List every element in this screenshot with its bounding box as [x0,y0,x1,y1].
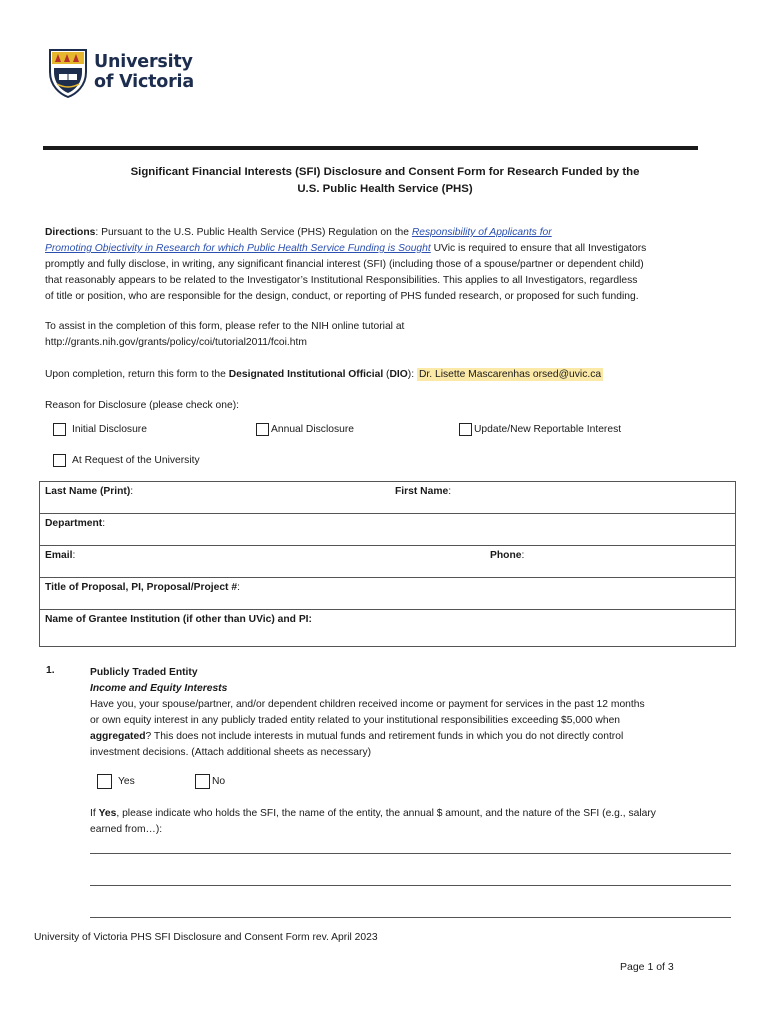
reason-option-annual[interactable] [256,423,354,436]
if-prefix: If [90,808,99,819]
reason-option-initial[interactable] [53,423,147,436]
regulation-link-part-1[interactable]: Responsibility of Applicants for [411,227,552,238]
question-1-yes-label: Yes [118,776,135,787]
first-name-field[interactable] [390,482,736,514]
answer-line-2[interactable] [90,885,731,886]
tutorial-url: http://grants.nih.gov/grants/policy/coi/tutorial2011/fcoi.htm [45,337,307,348]
regulation-link-part-2[interactable]: Promoting Objectivity in Research for which Public Health Service Funding is Sought [45,243,431,254]
update-interest-checkbox[interactable] [459,423,472,436]
grantee-label: Name of Grantee Institution (if other than UVic) and PI: [45,614,312,625]
if-yes-bold: Yes [98,808,117,819]
directions-text: : Pursuant to the U.S. Public Health Service (PHS) Regulation on the [95,227,412,238]
directions-paragraph [45,225,735,305]
question-1-line-3: ? This does not include interests in mutual funds and retirement funds in which you do not directly control [145,731,624,742]
first-name-colon: : [448,486,452,497]
directions-line-3: promptly and fully disclose, in writing, any significant financial interest (SFI) (including those of a spouse/partner or dependent child) [45,259,644,270]
question-1-no-label: No [212,776,226,787]
question-1-line-2: or own equity interest in any publicly traded entity related to your institutional responsibilities exceeding $5,000 when [90,715,621,726]
reason-option-update[interactable] [459,423,621,436]
university-logo [48,48,198,100]
crest-icon [48,48,88,98]
question-1-if-yes [90,806,735,838]
return-instructions [45,367,735,383]
phone-label: Phone [490,550,522,561]
question-1-line-1: Have you, your spouse/partner, and/or dependent children received income or payment for services in the past 12 months [90,699,645,710]
dio-contact: Dr. Lisette Mascarenhas orsed@uvic.ca [418,369,602,380]
update-interest-label: Update/New Reportable Interest [474,424,622,435]
question-1-yes-option[interactable] [97,774,135,789]
grantee-institution-field[interactable] [40,610,736,647]
aggregated-term: aggregated [90,731,146,742]
reason-option-request[interactable] [53,454,200,467]
annual-disclosure-label: Annual Disclosure [271,424,354,435]
question-1-number: 1. [46,665,55,676]
initial-disclosure-label: Initial Disclosure [72,424,147,435]
department-field[interactable] [40,514,736,546]
if-yes-line-1: , please indicate who holds the SFI, the name of the entity, the annual $ amount, and the nature of the SFI (e.g., salary [116,808,656,819]
question-1-subheading: Income and Equity Interests [90,683,228,694]
question-1-no-option[interactable] [195,774,225,789]
dio-paren-close: ): [407,369,417,380]
proposal-title-field[interactable] [40,578,736,610]
last-name-field[interactable] [40,482,391,514]
page-number: Page 1 of 3 [620,961,674,973]
email-label: Email [45,550,73,561]
department-colon: : [102,518,106,529]
form-title [60,164,710,198]
department-label: Department [45,518,103,529]
annual-disclosure-checkbox[interactable] [256,423,269,436]
question-1-text [90,665,735,761]
proposal-title-colon: : [237,582,240,593]
reason-label: Reason for Disclosure (please check one): [45,400,240,411]
dio-paren-open: ( [383,369,390,380]
proposal-title-label: Title of Proposal, PI, Proposal/Project # [45,582,238,593]
dio-label: Designated Institutional Official [228,369,384,380]
directions-label: Directions [45,227,96,238]
logo-line-1: University [94,52,193,72]
header-divider [43,146,698,150]
answer-line-1[interactable] [90,853,731,854]
phone-colon: : [521,550,525,561]
answer-line-3[interactable] [90,917,731,918]
title-line-1: Significant Financial Interests (SFI) Disclosure and Consent Form for Research Funded by the [130,166,640,178]
question-1-line-4: investment decisions. (Attach additional sheets as necessary) [90,747,372,758]
initial-disclosure-checkbox[interactable] [53,423,66,436]
title-line-2: U.S. Public Health Service (PHS) [297,183,473,195]
dio-abbr: DIO [389,369,408,380]
last-name-colon: : [130,486,134,497]
if-yes-line-2: earned from…): [90,824,163,835]
question-1-no-checkbox[interactable] [195,774,210,789]
last-name-label: Last Name (Print) [45,486,131,497]
question-1-heading: Publicly Traded Entity [90,667,198,678]
directions-line-4: that reasonably appears to be related to the Investigator’s Institutional Responsibilities. This applies to all Investigators, regardless [45,275,638,286]
phone-field[interactable] [390,546,736,578]
request-university-checkbox[interactable] [53,454,66,467]
tutorial-line-1: To assist in the completion of this form, please refer to the NIH online tutorial at [45,321,405,332]
email-colon: : [72,550,76,561]
tutorial-paragraph [45,319,735,351]
directions-line-5: of title or position, who are responsible for the design, conduct, or reporting of PHS funded research, or proposed for such funding. [45,291,639,302]
first-name-label: First Name [395,486,449,497]
form-footer: University of Victoria PHS SFI Disclosure and Consent Form rev. April 2023 [34,932,378,943]
logo-line-2: of Victoria [94,72,194,92]
directions-text-2: UVic is required to ensure that all Investigators [430,243,647,254]
email-field[interactable] [40,546,391,578]
return-text: Upon completion, return this form to the [45,369,229,380]
investigator-info-table [39,481,736,647]
request-university-label: At Request of the University [72,455,200,466]
question-1-yes-checkbox[interactable] [97,774,112,789]
